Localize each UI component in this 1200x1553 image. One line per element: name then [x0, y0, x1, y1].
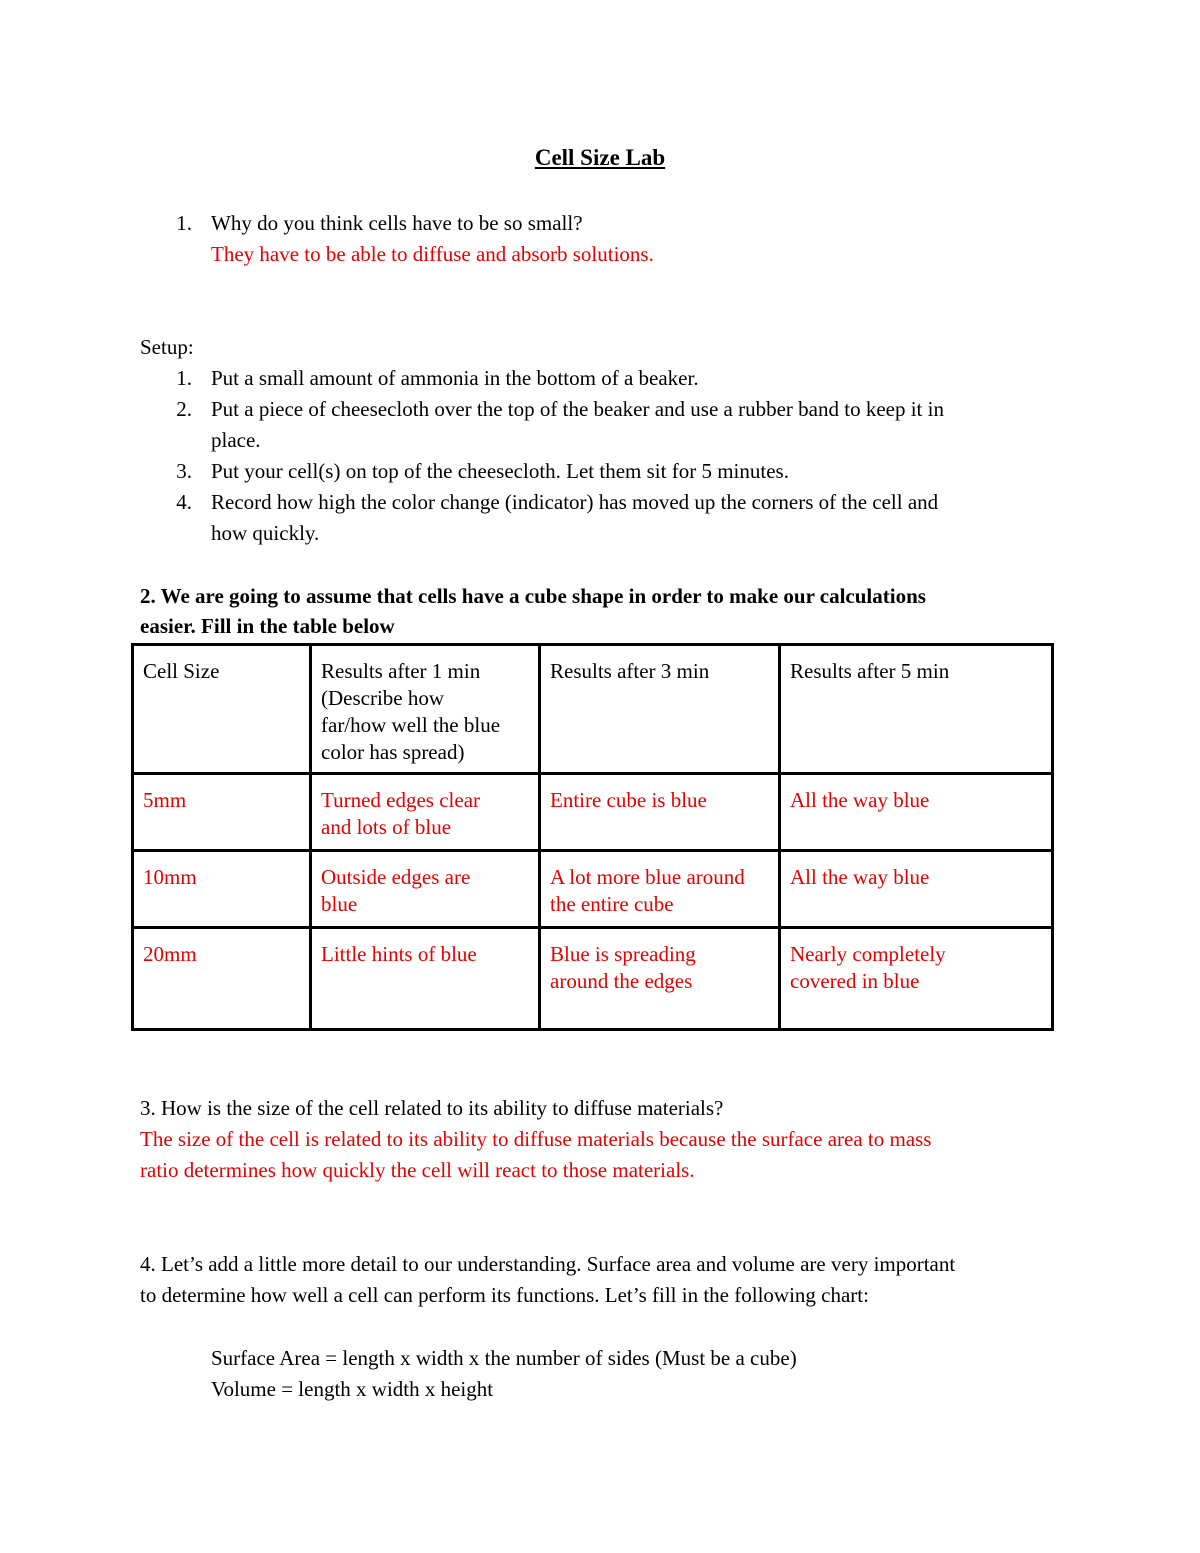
setup-step-text: Put your cell(s) on top of the cheesecloth. Let them sit for 5 minutes.	[211, 459, 789, 483]
table-cell	[311, 774, 540, 850]
table-cell-line: Blue is spreading	[550, 941, 696, 966]
q1-number: 1.	[176, 211, 192, 235]
setup-step-number: 4.	[176, 490, 192, 514]
table-cell-line: A lot more blue around	[550, 864, 745, 889]
table-cell	[133, 850, 311, 927]
q2-heading-line: 2. We are going to assume that cells have a cube shape in order to make our calculations	[140, 584, 926, 608]
table-cell	[311, 927, 540, 1029]
q1-answer: They have to be able to diffuse and absorb solutions.	[211, 242, 654, 266]
table-cell-line: blue	[321, 891, 358, 916]
setup-step-number: 3.	[176, 459, 192, 483]
q4-text-line: 4. Let’s add a little more detail to our understanding. Surface area and volume are very important	[140, 1252, 956, 1276]
setup-step-text: place.	[211, 428, 261, 452]
header-cell-line: Results after 3 min	[550, 659, 710, 683]
page-title: Cell Size Lab	[534, 145, 666, 170]
table-cell	[133, 774, 311, 850]
header-cell-line: far/how well the blue	[321, 713, 501, 737]
table-row	[133, 774, 1053, 850]
table-cell-line: Little hints of blue	[321, 941, 477, 966]
q2-heading-line: easier. Fill in the table below	[140, 614, 395, 638]
q3-answer-line: The size of the cell is related to its ability to diffuse materials because the surface area to mass	[140, 1127, 932, 1151]
table-cell-line: the entire cube	[550, 891, 674, 916]
q3-answer-line: ratio determines how quickly the cell will react to those materials.	[140, 1158, 695, 1182]
header-cell	[540, 645, 780, 774]
header-cell	[133, 645, 311, 774]
q3-question: 3. How is the size of the cell related to its ability to diffuse materials?	[140, 1096, 724, 1120]
header-cell-line: Cell Size	[143, 659, 220, 683]
setup-step-text: Put a piece of cheesecloth over the top of the beaker and use a rubber band to keep it in	[211, 397, 944, 421]
q4-text-line: to determine how well a cell can perform its functions. Let’s fill in the following chart:	[140, 1283, 869, 1307]
setup-step-number: 2.	[176, 397, 192, 421]
table-cell-line: 5mm	[143, 788, 187, 813]
table-cell-line: All the way blue	[790, 864, 930, 889]
q1-question: Why do you think cells have to be so small?	[211, 211, 583, 235]
table-cell	[540, 774, 780, 850]
table-row	[133, 850, 1053, 927]
header-cell	[780, 645, 1053, 774]
table-cell	[133, 927, 311, 1029]
setup-step-number: 1.	[176, 366, 192, 390]
table-cell-line: Nearly completely	[790, 941, 946, 966]
setup-label: Setup:	[140, 335, 194, 359]
table-cell-line: and lots of blue	[321, 815, 452, 840]
setup-step-text: Record how high the color change (indicator) has moved up the corners of the cell and	[211, 490, 939, 514]
q4-formula-surface-area: Surface Area = length x width x the number of sides (Must be a cube)	[211, 1346, 797, 1370]
table-cell-line: covered in blue	[790, 968, 920, 993]
setup-step-text: how quickly.	[211, 521, 320, 545]
q4-formula-volume: Volume = length x width x height	[211, 1377, 494, 1401]
table-cell	[780, 927, 1053, 1029]
table-cell	[540, 850, 780, 927]
table-header-row	[133, 645, 1053, 774]
table-cell-line: around the edges	[550, 968, 693, 993]
table-cell-line: Turned edges clear	[321, 788, 481, 813]
table-cell-line: Entire cube is blue	[550, 788, 707, 813]
header-cell	[311, 645, 540, 774]
table-cell	[780, 774, 1053, 850]
table-cell	[540, 927, 780, 1029]
table-cell-line: 10mm	[143, 864, 197, 889]
setup-step-text: Put a small amount of ammonia in the bottom of a beaker.	[211, 366, 699, 390]
table-cell-line: All the way blue	[790, 788, 930, 813]
table-cell-line: 20mm	[143, 941, 197, 966]
header-cell-line: color has spread)	[321, 740, 465, 764]
header-cell-line: Results after 5 min	[790, 659, 950, 683]
results-table	[131, 643, 1054, 1031]
table-cell	[780, 850, 1053, 927]
table-cell	[311, 850, 540, 927]
table-cell-line: Outside edges are	[321, 864, 471, 889]
table-row	[133, 927, 1053, 1029]
header-cell-line: (Describe how	[321, 686, 445, 710]
header-cell-line: Results after 1 min	[321, 659, 481, 683]
